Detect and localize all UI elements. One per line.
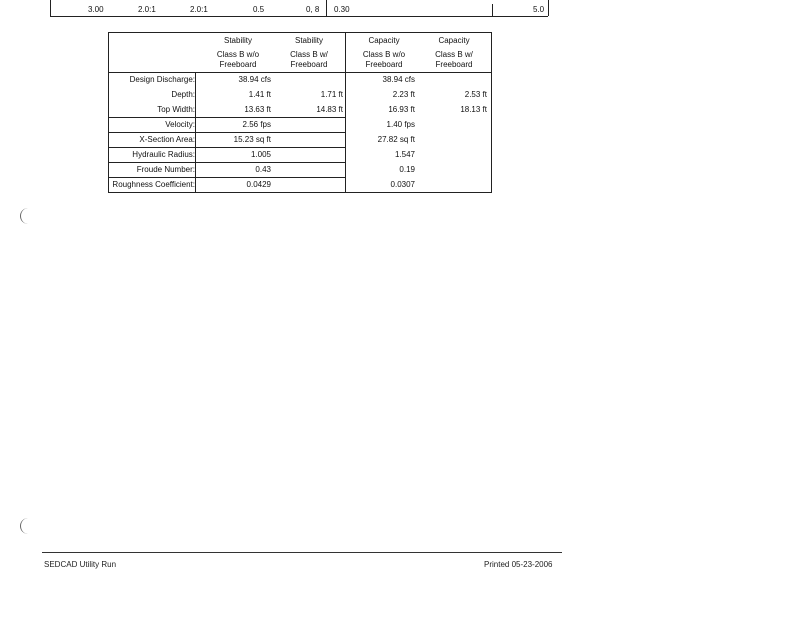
row-value: 13.63 ft	[244, 105, 271, 114]
row-value: 1.41 ft	[248, 90, 271, 99]
row-value: 1.71 ft	[320, 90, 343, 99]
column-header: Capacity Class B w/ Freeboard	[435, 36, 473, 69]
row-value: 0.0429	[246, 180, 271, 189]
row-value: 38.94 cfs	[238, 75, 271, 84]
row-label: Velocity:	[165, 120, 195, 129]
table-row	[109, 87, 491, 102]
row-value: 15.23 sq ft	[233, 135, 271, 144]
row-value: 14.83 ft	[316, 105, 343, 114]
column-header: Stability Class B w/ Freeboard	[290, 36, 328, 69]
row-value: 2.56 fps	[242, 120, 271, 129]
footer-rule	[42, 552, 562, 553]
top-cell: 0, 8	[306, 5, 320, 14]
row-label: Roughness Coefficient:	[112, 180, 195, 189]
row-label: Top Width:	[157, 105, 195, 114]
table-row	[109, 162, 491, 177]
row-label: Design Discharge:	[129, 75, 195, 84]
row-value: 0.0307	[390, 180, 415, 189]
row-label: Froude Number:	[136, 165, 195, 174]
top-table-row	[50, 0, 548, 17]
top-cell: 2.0:1	[138, 5, 156, 14]
row-value: 1.005	[250, 150, 271, 159]
table-border	[548, 0, 549, 16]
row-label: Hydraulic Radius:	[132, 150, 195, 159]
row-value: 2.53 ft	[464, 90, 487, 99]
binder-hole-mark	[20, 518, 29, 534]
results-table	[108, 32, 492, 193]
row-value: 2.23 ft	[392, 90, 415, 99]
row-value: 1.547	[394, 150, 415, 159]
column-header: Capacity Class B w/o Freeboard	[362, 36, 406, 69]
table-row	[109, 177, 491, 192]
table-row	[109, 132, 491, 147]
top-cell: 2.0:1	[190, 5, 208, 14]
table-row	[109, 147, 491, 162]
top-cell: 5.0	[533, 5, 545, 14]
row-value: 38.94 cfs	[382, 75, 415, 84]
column-header: Stability Class B w/o Freeboard	[216, 36, 260, 69]
table-row	[109, 72, 491, 87]
row-value: 0.19	[399, 165, 415, 174]
top-cell: 0.30	[334, 5, 350, 14]
row-value: 0.43	[255, 165, 271, 174]
footer-right-text: Printed 05-23-2006	[484, 560, 553, 569]
row-value: 18.13 ft	[460, 105, 487, 114]
table-row	[109, 117, 491, 132]
row-label: X-Section Area:	[139, 135, 195, 144]
table-border	[50, 0, 51, 16]
row-value: 16.93 ft	[388, 105, 415, 114]
top-cell: 0.5	[253, 5, 265, 14]
table-border	[326, 0, 327, 16]
table-row	[109, 102, 491, 117]
table-border	[492, 4, 493, 16]
row-label: Depth:	[171, 90, 195, 99]
row-value: 27.82 sq ft	[377, 135, 415, 144]
footer-left-text: SEDCAD Utility Run	[44, 560, 117, 569]
top-cell: 3.00	[88, 5, 104, 14]
binder-hole-mark	[20, 208, 29, 224]
row-value: 1.40 fps	[386, 120, 415, 129]
